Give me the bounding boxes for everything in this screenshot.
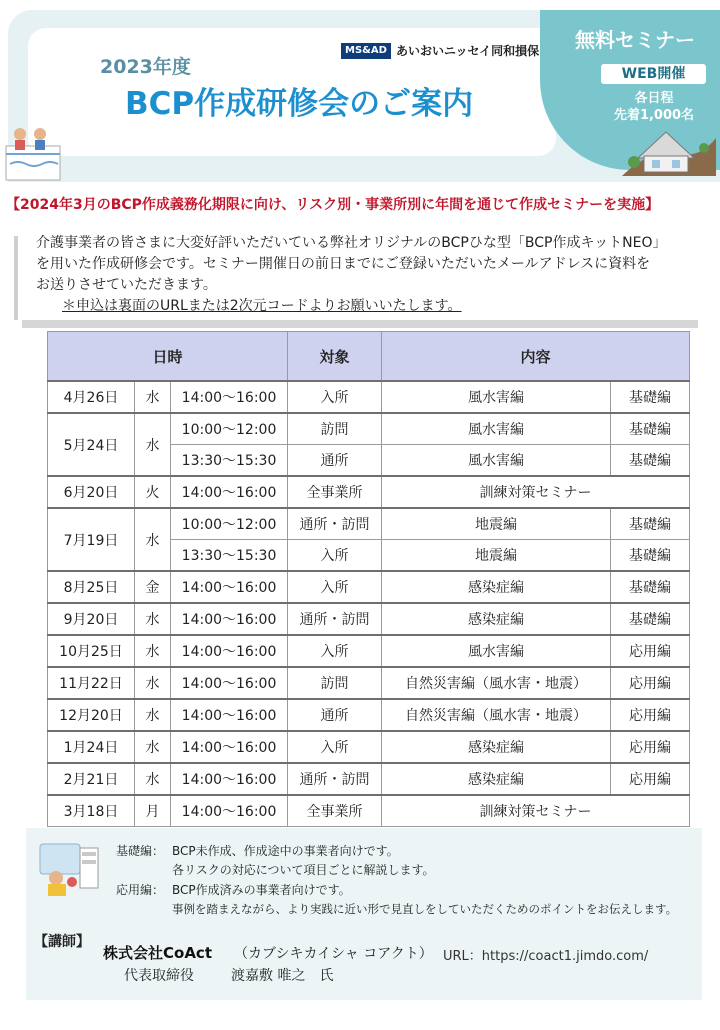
- subtitle-banner: 【2024年3月のBCP作成義務化期限に向け、リスク別・事業所別に年間を通じて作成セミナーを実施】: [6, 197, 660, 213]
- table-row: [48, 667, 690, 699]
- table-row: [48, 731, 690, 763]
- web-badge: WEB開催: [601, 64, 706, 84]
- weekday-cell: 水: [135, 413, 171, 476]
- schedule-table: [47, 331, 690, 827]
- capacity-note: 先着1,000名: [613, 108, 695, 123]
- applied-note-label: 応用編：: [116, 883, 165, 897]
- date-cell: 9月20日: [48, 603, 135, 635]
- header-datetime: 日時: [48, 332, 288, 382]
- content-cell: 自然災害編（風水害・地震）: [382, 699, 611, 731]
- weekday-cell: 水: [135, 381, 171, 413]
- applied-note-text: BCP作成済みの事業者向けです。: [172, 883, 351, 897]
- target-cell: 通所・訪問: [288, 508, 382, 540]
- level-cell: 基礎編: [611, 571, 690, 603]
- target-cell: 全事業所: [288, 795, 382, 827]
- target-cell: 全事業所: [288, 476, 382, 508]
- content-cell: 風水害編: [382, 381, 611, 413]
- level-cell: 応用編: [611, 763, 690, 795]
- content-cell: 感染症編: [382, 571, 611, 603]
- time-cell: 14:00～16:00: [171, 795, 288, 827]
- date-cell: 2月21日: [48, 763, 135, 795]
- company-kana: （カブシキカイシャ コアクト）: [234, 946, 433, 962]
- weekday-cell: 水: [135, 635, 171, 667]
- content-cell: 感染症編: [382, 763, 611, 795]
- representative-name: 渡嘉敷 唯之 氏: [231, 968, 334, 984]
- weekday-cell: 水: [135, 667, 171, 699]
- time-cell: 14:00～16:00: [171, 381, 288, 413]
- representative-role: 代表取締役: [124, 968, 194, 984]
- level-cell: 応用編: [611, 731, 690, 763]
- applied-note-text: 事例を踏まえながら、より実践に近い形で見直しをしていただくためのポイントをお伝えします。: [172, 902, 678, 916]
- intro-line: を用いた作成研修会です。セミナー開催日の前日までにご登録いただいたメールアドレスに資料を: [36, 256, 651, 272]
- date-cell: 6月20日: [48, 476, 135, 508]
- weekday-cell: 火: [135, 476, 171, 508]
- target-cell: 通所・訪問: [288, 763, 382, 795]
- level-cell: 基礎編: [611, 603, 690, 635]
- table-row: [48, 699, 690, 731]
- content-cell: 感染症編: [382, 603, 611, 635]
- level-cell: 基礎編: [611, 540, 690, 572]
- content-cell: 自然災害編（風水害・地震）: [382, 667, 611, 699]
- content-cell: 訓練対策セミナー: [382, 476, 690, 508]
- content-cell: 感染症編: [382, 731, 611, 763]
- time-cell: 14:00～16:00: [171, 571, 288, 603]
- date-cell: 3月18日: [48, 795, 135, 827]
- content-cell: 地震編: [382, 508, 611, 540]
- weekday-cell: 金: [135, 571, 171, 603]
- target-cell: 訪問: [288, 667, 382, 699]
- lecturer-label: 【講師】: [34, 934, 90, 950]
- time-cell: 14:00～16:00: [171, 476, 288, 508]
- level-cell: 応用編: [611, 635, 690, 667]
- content-cell: 風水害編: [382, 635, 611, 667]
- table-row: [48, 763, 690, 795]
- date-cell: 8月25日: [48, 571, 135, 603]
- time-cell: 13:30～15:30: [171, 445, 288, 477]
- company-logo-text: あいおいニッセイ同和損保: [396, 44, 540, 58]
- intro-line: お送りさせていただきます。: [36, 277, 217, 293]
- target-cell: 訪問: [288, 413, 382, 445]
- time-cell: 14:00～16:00: [171, 635, 288, 667]
- weekday-cell: 月: [135, 795, 171, 827]
- level-cell: 基礎編: [611, 413, 690, 445]
- time-cell: 14:00～16:00: [171, 699, 288, 731]
- date-cell: 1月24日: [48, 731, 135, 763]
- date-cell: 7月19日: [48, 508, 135, 571]
- free-seminar-title: 無料セミナー: [575, 28, 695, 52]
- basic-note-label: 基礎編：: [116, 844, 165, 858]
- table-row: [48, 508, 690, 540]
- target-cell: 入所: [288, 381, 382, 413]
- time-cell: 10:00～12:00: [171, 508, 288, 540]
- target-cell: 入所: [288, 731, 382, 763]
- company-logo: MS&AD: [341, 43, 391, 59]
- weekday-cell: 水: [135, 731, 171, 763]
- header-content: 内容: [382, 332, 690, 382]
- company-name: 株式会社CoAct: [103, 944, 212, 962]
- damaged-house-icon: [620, 118, 716, 176]
- intro-text: [36, 233, 700, 296]
- level-cell: 基礎編: [611, 445, 690, 477]
- intro-line: 介護事業者の皆さまに大変好評いただいている弊社オリジナルのBCPひな型「BCP作成キットNEO」: [36, 235, 667, 251]
- basic-note-text: BCP未作成、作成途中の事業者向けです。: [172, 844, 399, 858]
- content-cell: 訓練対策セミナー: [382, 795, 690, 827]
- level-cell: 応用編: [611, 667, 690, 699]
- page-title: BCP作成研修会のご案内: [125, 86, 474, 122]
- basic-note-text: 各リスクの対応について項目ごとに解説します。: [172, 863, 435, 877]
- target-cell: 通所・訪問: [288, 603, 382, 635]
- office-illustration-icon: [36, 838, 102, 898]
- table-row: [48, 635, 690, 667]
- time-cell: 14:00～16:00: [171, 667, 288, 699]
- table-header-row: [48, 332, 690, 382]
- date-cell: 11月22日: [48, 667, 135, 699]
- level-cell: 応用編: [611, 699, 690, 731]
- time-cell: 14:00～16:00: [171, 603, 288, 635]
- company-url: URL：https://coact1.jimdo.com/: [443, 949, 649, 964]
- table-row: [48, 476, 690, 508]
- table-row: [48, 381, 690, 413]
- table-row: [48, 571, 690, 603]
- evacuation-people-icon: [4, 124, 64, 182]
- date-cell: 4月26日: [48, 381, 135, 413]
- date-cell: 10月25日: [48, 635, 135, 667]
- date-cell: 5月24日: [48, 413, 135, 476]
- time-cell: 13:30～15:30: [171, 540, 288, 572]
- target-cell: 通所: [288, 699, 382, 731]
- date-cell: 12月20日: [48, 699, 135, 731]
- level-cell: 基礎編: [611, 381, 690, 413]
- weekday-cell: 水: [135, 763, 171, 795]
- table-row: [48, 795, 690, 827]
- content-cell: 風水害編: [382, 413, 611, 445]
- weekday-cell: 水: [135, 699, 171, 731]
- header-target: 対象: [288, 332, 382, 382]
- content-cell: 地震編: [382, 540, 611, 572]
- content-cell: 風水害編: [382, 445, 611, 477]
- time-cell: 14:00～16:00: [171, 763, 288, 795]
- time-cell: 14:00～16:00: [171, 731, 288, 763]
- level-cell: 基礎編: [611, 508, 690, 540]
- target-cell: 通所: [288, 445, 382, 477]
- target-cell: 入所: [288, 635, 382, 667]
- weekday-cell: 水: [135, 603, 171, 635]
- weekday-cell: 水: [135, 508, 171, 571]
- schedule-note: 各日程: [634, 91, 674, 106]
- target-cell: 入所: [288, 571, 382, 603]
- table-row: [48, 603, 690, 635]
- table-row: [48, 413, 690, 445]
- target-cell: 入所: [288, 540, 382, 572]
- year-label: 2023年度: [100, 56, 191, 78]
- application-note: ＊申込は裏面のURLまたは2次元コードよりお願いいたします。: [62, 298, 462, 314]
- time-cell: 10:00～12:00: [171, 413, 288, 445]
